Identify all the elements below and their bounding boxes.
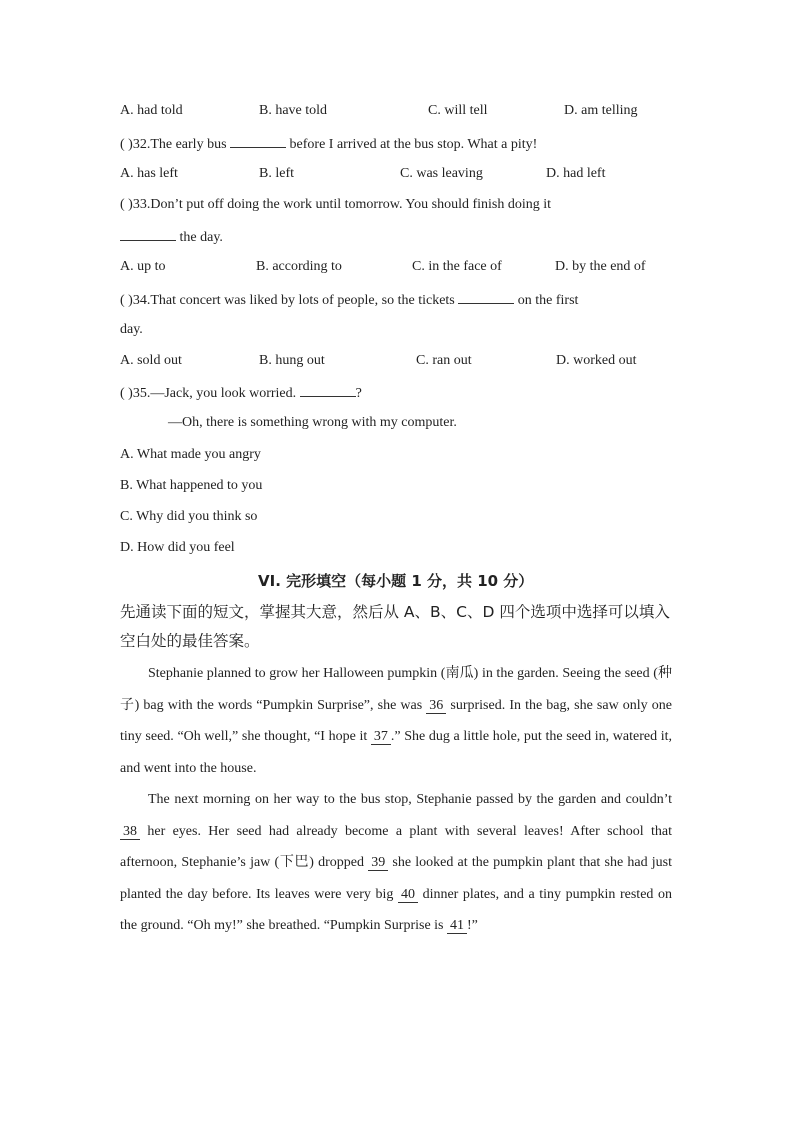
question-stem-rest: ? xyxy=(355,386,362,401)
answer-blank xyxy=(230,135,286,148)
answer-paren: ( ) xyxy=(120,386,133,401)
answer-paren: ( ) xyxy=(120,293,133,308)
q31-option-a: A. had told xyxy=(120,103,183,118)
blank-40[interactable]: 40 xyxy=(398,887,418,903)
question-33-cont xyxy=(120,228,223,246)
answer-blank xyxy=(120,228,176,241)
answer-paren: ( ) xyxy=(120,197,133,212)
q35-option-a: A. What made you angry xyxy=(120,447,261,462)
q32-option-d: D. had left xyxy=(546,166,606,181)
question-stem-rest: before I arrived at the bus stop. What a pity! xyxy=(289,137,538,152)
question-stem-rest: on the first xyxy=(517,293,579,308)
section-title: VI. 完形填空（每小题 1 分，共 10 分） xyxy=(258,572,534,590)
q32-option-a: A. has left xyxy=(120,166,178,181)
question-stem-rest: the day. xyxy=(179,230,223,245)
question-stem: 32.The early bus xyxy=(132,137,227,152)
q33-option-a: A. up to xyxy=(120,259,166,274)
q31-option-c: C. will tell xyxy=(428,103,488,118)
question-33 xyxy=(120,197,551,213)
question-35-reply: —Oh, there is something wrong with my computer. xyxy=(168,415,457,430)
question-stem: 34.That concert was liked by lots of people, so the tickets xyxy=(132,293,455,308)
passage-text: !” xyxy=(467,918,478,933)
q34-option-d: D. worked out xyxy=(556,353,637,368)
blank-37[interactable]: 37 xyxy=(371,729,391,745)
passage-text: The next morning on her way to the bus stop, Stephanie passed by the garden and couldn’t xyxy=(148,792,672,807)
q31-option-b: B. have told xyxy=(259,103,328,118)
q33-option-c: C. in the face of xyxy=(412,259,502,274)
passage-text: .” She dug a little hole, put the seed in, watered it, and went into the house. xyxy=(120,729,672,776)
passage-text: she looked at the pumpkin plant that she had just planted the day before. Its leaves were very big xyxy=(120,855,672,902)
q35-option-d: D. How did you feel xyxy=(120,540,235,555)
passage-text: surprised. In the bag, she saw only one tiny seed. “Oh well,” she thought, “I hope it xyxy=(120,697,672,744)
q35-option-c: C. Why did you think so xyxy=(120,509,258,524)
passage-text: dinner plates, and a tiny pumpkin rested on the ground. “Oh my!” she breathed. “Pumpkin Surprise is xyxy=(120,886,672,933)
blank-41[interactable]: 41 xyxy=(447,918,467,934)
question-35 xyxy=(120,384,362,402)
q34-option-c: C. ran out xyxy=(416,353,472,368)
question-32 xyxy=(120,135,537,153)
q33-option-b: B. according to xyxy=(256,259,342,274)
answer-paren: ( ) xyxy=(120,137,133,152)
q35-option-b: B. What happened to you xyxy=(120,478,263,493)
answer-blank xyxy=(300,384,356,397)
blank-39[interactable]: 39 xyxy=(368,855,388,871)
q33-option-d: D. by the end of xyxy=(555,259,646,274)
blank-38[interactable]: 38 xyxy=(120,824,140,840)
passage-paragraph-1 xyxy=(120,658,672,784)
q31-option-d: D. am telling xyxy=(564,103,638,118)
question-stem: 35.—Jack, you look worried. xyxy=(132,386,297,401)
question-34-cont: day. xyxy=(120,322,143,337)
q34-option-b: B. hung out xyxy=(259,353,325,368)
passage-text: her eyes. Her seed had already become a plant with several leaves! After school that afternoon, Stephanie’s jaw (下巴) dropped xyxy=(120,823,672,870)
question-34 xyxy=(120,291,578,309)
passage-text: Stephanie planned to grow her Halloween pumpkin (南瓜) in the garden. Seeing the seed (种子) bag with the words “Pumpkin Surprise”, she was xyxy=(120,666,672,713)
question-stem: 33.Don’t put off doing the work until tomorrow. You should finish doing it xyxy=(132,197,552,212)
passage-paragraph-2 xyxy=(120,784,672,942)
q32-option-b: B. left xyxy=(259,166,294,181)
section-instruction: 先通读下面的短文，掌握其大意，然后从 A、B、C、D 四个选项中选择可以填入空白处的最佳答案。 xyxy=(120,603,670,650)
q32-option-c: C. was leaving xyxy=(400,166,483,181)
q34-option-a: A. sold out xyxy=(120,353,182,368)
answer-blank xyxy=(458,291,514,304)
blank-36[interactable]: 36 xyxy=(426,698,446,714)
